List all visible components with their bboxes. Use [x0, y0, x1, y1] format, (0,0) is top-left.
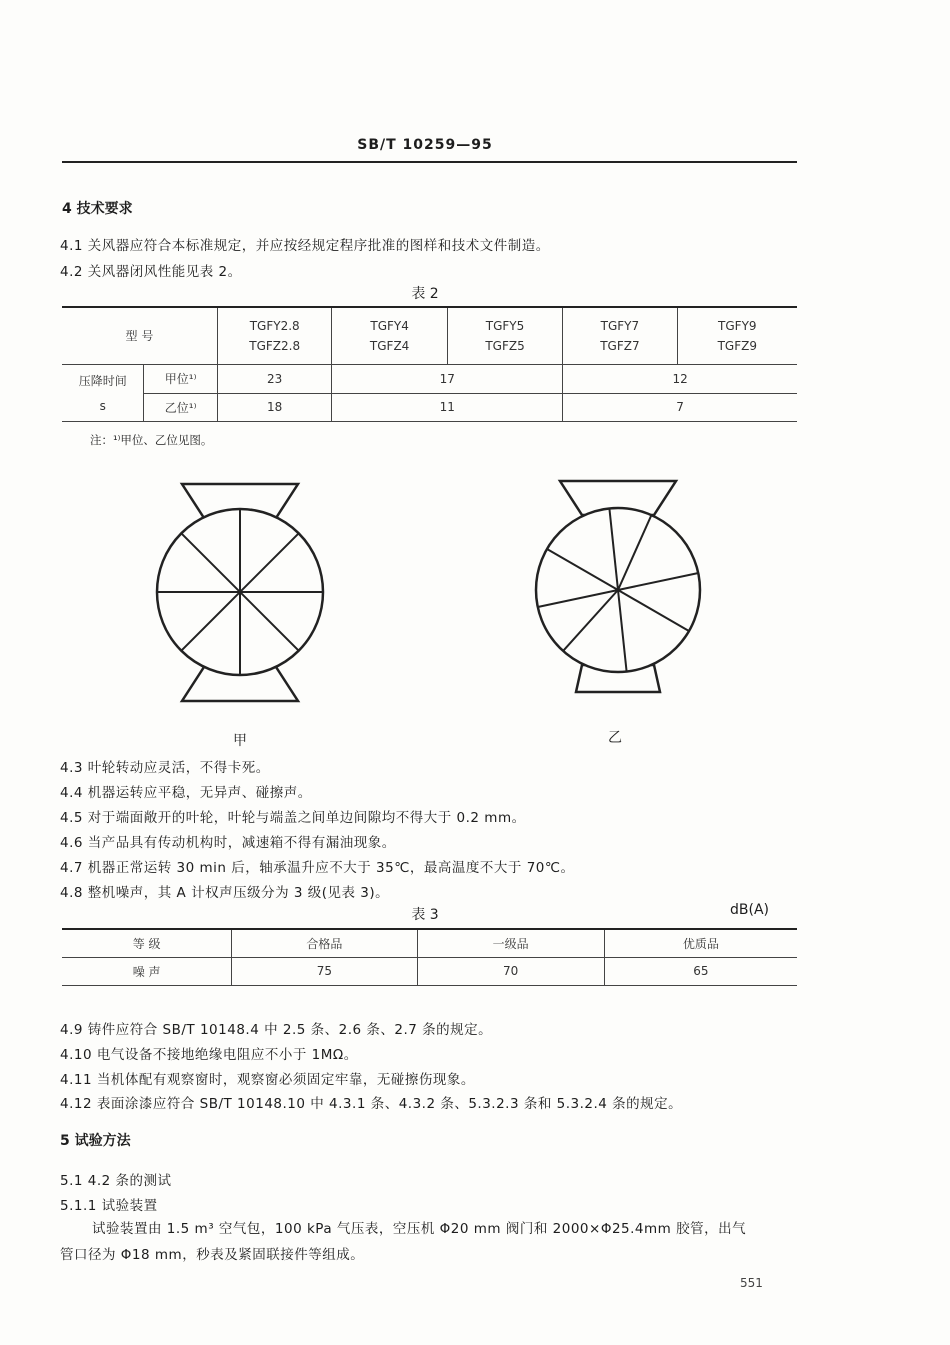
position-a-label: 甲位¹⁾ [144, 364, 218, 393]
table-2 [62, 308, 797, 422]
model-z: TGFZ2.8 [249, 338, 301, 353]
value-cell: 12 [563, 364, 797, 393]
value-cell: 18 [217, 393, 331, 421]
clause-4-8: 4.8 整机噪声，其 A 计权声压级分为 3 级(见表 3)。 [60, 885, 390, 901]
pressure-drop-time-header [62, 364, 144, 421]
body-line-2: 管口径为 Φ18 mm，秒表及紧固联接件等组成。 [60, 1247, 365, 1263]
grade-cell: 优质品 [604, 930, 797, 957]
model-z: TGFZ5 [485, 338, 525, 353]
grade-cell: 合格品 [232, 930, 417, 957]
model-y: TGFY4 [370, 318, 409, 333]
noise-value: 75 [232, 957, 417, 985]
clause-5-1: 5.1 4.2 条的测试 [60, 1173, 172, 1189]
position-b-label: 乙位¹⁾ [144, 393, 218, 421]
model-header: 型 号 [62, 308, 217, 364]
model-z: TGFZ9 [717, 338, 757, 353]
model-z: TGFZ7 [600, 338, 640, 353]
clause-4-6: 4.6 当产品具有传动机构时，减速箱不得有漏油现象。 [60, 835, 396, 851]
clause-4-5: 4.5 对于端面敞开的叶轮，叶轮与端盖之间单边间隙均不得大于 0.2 mm。 [60, 810, 526, 826]
clause-4-10: 4.10 电气设备不接地绝缘电阻应不小于 1MΩ。 [60, 1047, 358, 1063]
model-z: TGFZ4 [369, 338, 410, 353]
table-3-caption: 表 3 [411, 907, 439, 923]
grade-header: 等 级 [62, 930, 232, 957]
table-2-caption: 表 2 [411, 286, 439, 302]
noise-header: 噪 声 [62, 957, 232, 985]
rotor-diagram-a [150, 475, 330, 705]
section-5-heading: 5 试验方法 [60, 1133, 131, 1149]
clause-4-1: 4.1 关风器应符合本标准规定，并应按经规定程序批准的图样和技术文件制造。 [60, 238, 550, 254]
model-cell [563, 308, 677, 364]
model-cell [332, 308, 447, 364]
clause-4-3: 4.3 叶轮转动应灵活，不得卡死。 [60, 760, 270, 776]
table-3-unit: dB(A) [730, 902, 769, 918]
table-3 [62, 930, 797, 986]
noise-value: 70 [417, 957, 604, 985]
grade-cell: 一级品 [417, 930, 604, 957]
clause-4-9: 4.9 铸件应符合 SB/T 10148.4 中 2.5 条、2.6 条、2.7 条的规定。 [60, 1022, 493, 1038]
noise-value: 65 [604, 957, 797, 985]
clause-4-11: 4.11 当机体配有观察窗时，观察窗必须固定牢靠，无碰擦伤现象。 [60, 1072, 475, 1088]
clause-4-4: 4.4 机器运转应平稳，无异声、碰擦声。 [60, 785, 312, 801]
model-cell [447, 308, 562, 364]
section-4-heading: 4 技术要求 [62, 201, 133, 217]
page-number: 551 [740, 1276, 763, 1290]
value-cell: 17 [332, 364, 563, 393]
figure-label-a: 甲 [233, 733, 247, 749]
model-cell [677, 308, 797, 364]
figure-label-b: 乙 [608, 730, 622, 746]
model-y: TGFY2.8 [249, 318, 300, 333]
value-cell: 7 [563, 393, 797, 421]
body-line-1: 试验装置由 1.5 m³ 空气包，100 kPa 气压表，空压机 Φ20 mm 阀门和 2000×Φ25.4mm 胶管，出气 [92, 1221, 747, 1237]
row-header-unit: s [99, 399, 106, 413]
value-cell: 11 [332, 393, 563, 421]
header-rule [62, 161, 797, 163]
table-2-note: 注：¹⁾甲位、乙位见图。 [90, 433, 213, 447]
rotor-blades [157, 509, 323, 675]
standard-code: SB/T 10259—95 [357, 137, 493, 153]
row-header-label: 压降时间 [78, 374, 127, 388]
model-y: TGFY9 [718, 318, 757, 333]
value-cell: 23 [217, 364, 331, 393]
clause-5-1-1: 5.1.1 试验装置 [60, 1198, 158, 1214]
clause-4-12: 4.12 表面涂漆应符合 SB/T 10148.10 中 4.3.1 条、4.3.2 条、5.3.2.3 条和 5.3.2.4 条的规定。 [60, 1096, 683, 1112]
model-cell [217, 308, 331, 364]
rotor-diagram-b [530, 475, 710, 705]
clause-4-7: 4.7 机器正常运转 30 min 后，轴承温升应不大于 35℃，最高温度不大于 70℃。 [60, 860, 575, 876]
clause-4-2: 4.2 关风器闭风性能见表 2。 [60, 264, 242, 280]
model-y: TGFY7 [600, 318, 640, 333]
model-y: TGFY5 [485, 318, 525, 333]
